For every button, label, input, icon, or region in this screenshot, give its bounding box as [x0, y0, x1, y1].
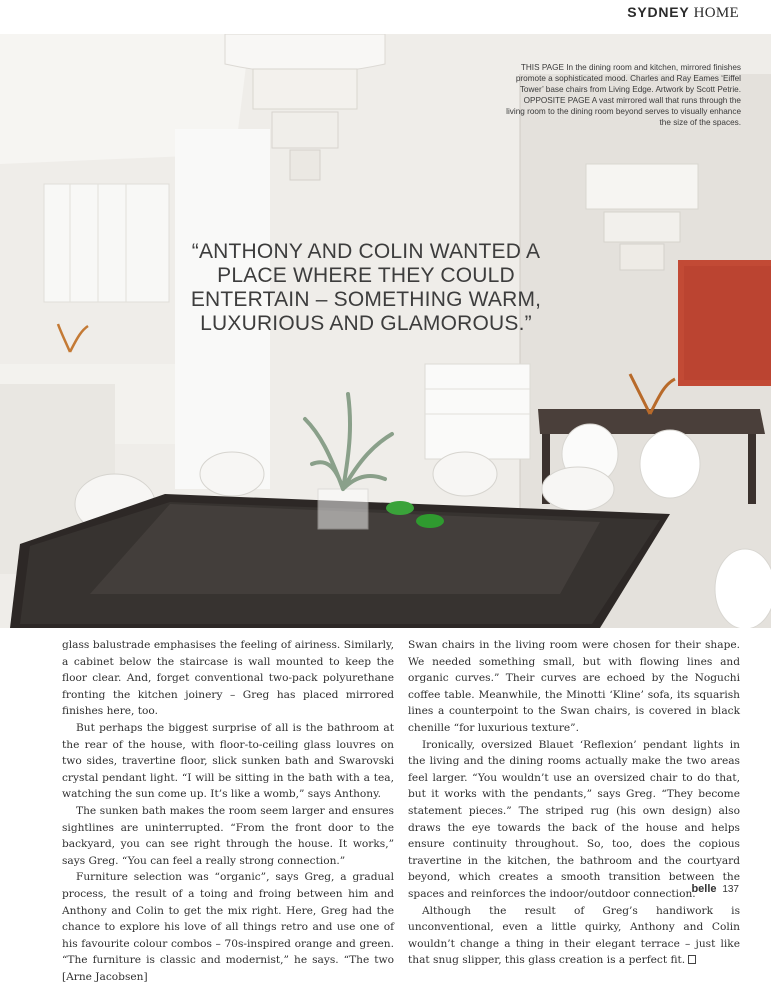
paragraph: Ironically, oversized Blauet ‘Reflexion’ pendant lights in the living and the dining rooms actually make the two areas feel larger. “You wouldn’t use an oversized chair to do that, but it works with the pendants,” says Greg. “They become statement pieces.” The striped rug (his own design) also draws the eye towards the back of the house and helps ensure continuity throughout. So, too, does the copious travertine in the kitchen, the bathroom and the courtyard beyond, which creates a smooth transition between the spaces and reinforces the indoor/outdoor connection. [408, 738, 740, 900]
dining-room-photo [0, 34, 771, 628]
paragraph: glass balustrade emphasises the feeling of airiness. Similarly, a cabinet below the staircase is wall mounted to keep the floor clear. And, forget conventional two-pack polyurethane fronting the kitchen joinery – Greg has placed mirrored finishes here, too. [62, 639, 394, 718]
section-label-rest: HOME [693, 5, 739, 21]
pull-quote: “ANTHONY AND COLIN WANTED A PLACE WHERE THEY COULD ENTERTAIN – SOMETHING WARM, LUXURIOUS AND GLAMOROUS.” [190, 240, 542, 335]
section-label-bold: SYDNEY [627, 4, 690, 20]
paragraph: But perhaps the biggest surprise of all is the bathroom at the rear of the house, with floor-to-ceiling glass louvres on two sides, travertine floor, slick sunken bath and Swarovski crystal pendant light. “I will be sitting in the bath with a tea, watching the sun come up. It’s like a womb,” says Anthony. [62, 721, 394, 801]
magazine-brand: belle [691, 883, 717, 895]
paragraph [408, 903, 740, 969]
paragraph: Swan chairs in the living room were chosen for their shape. We needed something small, but with flowing lines and organic curves.” Their curves are echoed by the Noguchi coffee table. Meanwhile, the Minotti ‘Kline’ sofa, its squarish lines a counterpoint to the Swan chairs, is covered in black chenille “for luxurious texture”. [408, 639, 740, 734]
final-paragraph-text: Although the result of Greg’s handiwork is unconventional, even a little quirky, Anthony and Colin wouldn’t change a thing in their elegant terrace – just like that snug slipper, this glass creation is a perfect fit. [408, 904, 740, 967]
left-column [62, 637, 394, 983]
end-mark-icon [688, 955, 696, 964]
section-label [627, 4, 739, 22]
page-footer [691, 883, 739, 895]
page-number: 137 [722, 884, 739, 895]
photo-caption: THIS PAGE In the dining room and kitchen, mirrored finishes promote a sophisticated mood. Charles and Ray Eames ‘Eiffel Tower’ base chairs from Living Edge. Artwork by Scott Petrie. OPPOSITE PAGE A vast mirrored wall that runs through the living room to the dining room beyond serves to visually enhance the size of the spaces. [506, 63, 741, 127]
page-header [0, 0, 771, 34]
paragraph: Furniture selection was “organic”, says Greg, a gradual process, the result of a toing and froing between him and Anthony and Colin to get the mix right. Here, Greg had the chance to explore his love of all things retro and use one of his favourite colour combos – 70s-inspired orange and green. “The furniture is classic and modernist,” he says. “The two [Arne Jacobsen] [62, 871, 394, 983]
paragraph: The sunken bath makes the room seem larger and ensures sightlines are uninterrupted. “From the front door to the backyard, you can see right through the house. It works,” says Greg. “You can feel a really strong connection.” [62, 804, 394, 867]
